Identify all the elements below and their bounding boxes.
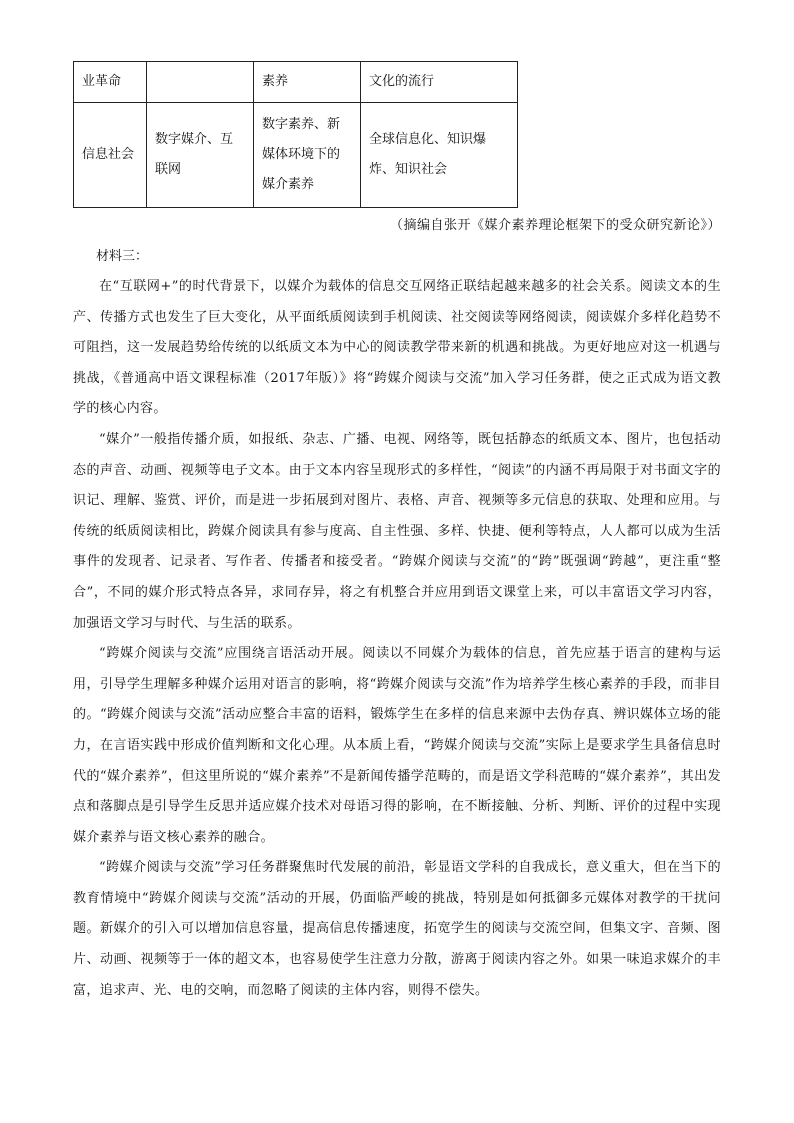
table-row <box>74 62 518 103</box>
table-cell: 素养 <box>254 62 361 103</box>
article-body <box>73 272 721 1006</box>
paragraph: 在“互联网+”的时代背景下，以媒介为载体的信息交互网络正联结起越来越多的社会关系。阅读文本的生产、传播方式也发生了巨大变化，从平面纸质阅读到手机阅读、社交阅读等网络阅读，阅读媒介多样化趋势不可阻挡，这一发展趋势给传统的以纸质文本为中心的阅读教学带来新的机遇和挑战。为更好地应对这一机遇与挑战，《普通高中语文课程标准（2017年版）》将“跨媒介阅读与交流”加入学习任务群，使之正式成为语文教学的核心内容。 <box>73 279 721 417</box>
source-citation: （摘编自张开《媒介素养理论框架下的受众研究新论》） <box>389 218 721 233</box>
table-cell: 信息社会 <box>74 103 147 208</box>
table-row <box>74 103 518 208</box>
table-cell <box>147 62 254 103</box>
media-literacy-table <box>73 61 518 208</box>
table-cell: 全球信息化、知识爆炸、知识社会 <box>361 103 518 208</box>
material-heading: 材料三： <box>96 249 149 264</box>
paragraph: “跨媒介阅读与交流”学习任务群聚焦时代发展的前沿，彰显语文学科的自我成长，意义重大，但在当下的教育情境中“跨媒介阅读与交流”活动的开展，仍面临严峻的挑战，特别是如何抵御多元媒体对教学的干扰问题。新媒介的引入可以增加信息容量，提高信息传播速度，拓宽学生的阅读与交流空间，但集文字、音频、图片、动画、视频等于一体的超文本，也容易使学生注意力分散，游离于阅读内容之外。如果一味追求媒介的丰富，追求声、光、电的交响，而忽略了阅读的主体内容，则得不偿失。 <box>73 860 721 998</box>
table-cell: 业革命 <box>74 62 147 103</box>
table-cell: 数字媒介、互联网 <box>147 103 254 208</box>
paragraph: “跨媒介阅读与交流”应围绕言语活动开展。阅读以不同媒介为载体的信息，首先应基于语言的建构与运用，引导学生理解多种媒介运用对语言的影响，将“跨媒介阅读与交流”作为培养学生核心素养的手段，而非目的。“跨媒介阅读与交流”活动应整合丰富的语料，锻炼学生在多样的信息来源中去伪存真、辨识媒体立场的能力，在言语实践中形成价值判断和文化心理。从本质上看，“跨媒介阅读与交流”实际上是要求学生具备信息时代的“媒介素养”，但这里所说的“媒介素养”不是新闻传播学范畴的，而是语文学科范畴的“媒介素养”，其出发点和落脚点是引导学生反思并适应媒介技术对母语习得的影响，在不断接触、分析、判断、评价的过程中实现媒介素养与语文核心素养的融合。 <box>73 646 721 845</box>
table-cell: 数字素养、新媒体环境下的媒介素养 <box>254 103 361 208</box>
table-cell: 文化的流行 <box>361 62 518 103</box>
paragraph: “媒介”一般指传播介质，如报纸、杂志、广播、电视、网络等，既包括静态的纸质文本、图片，也包括动态的声音、动画、视频等电子文本。由于文本内容呈现形式的多样性，“阅读”的内涵不再局限于对书面文字的识记、理解、鉴赏、评价，而是进一步拓展到对图片、表格、声音、视频等多元信息的获取、处理和应用。与传统的纸质阅读相比，跨媒介阅读具有参与度高、自主性强、多样、快捷、便利等特点，人人都可以成为生活事件的发现者、记录者、写作者、传播者和接受者。“跨媒介阅读与交流”的“跨”既强调“跨越”，更注重“整合”，不同的媒介形式特点各异，求同存异，将之有机整合并应用到语文课堂上来，可以丰富语文学习内容，加强语文学习与时代、与生活的联系。 <box>73 431 721 631</box>
